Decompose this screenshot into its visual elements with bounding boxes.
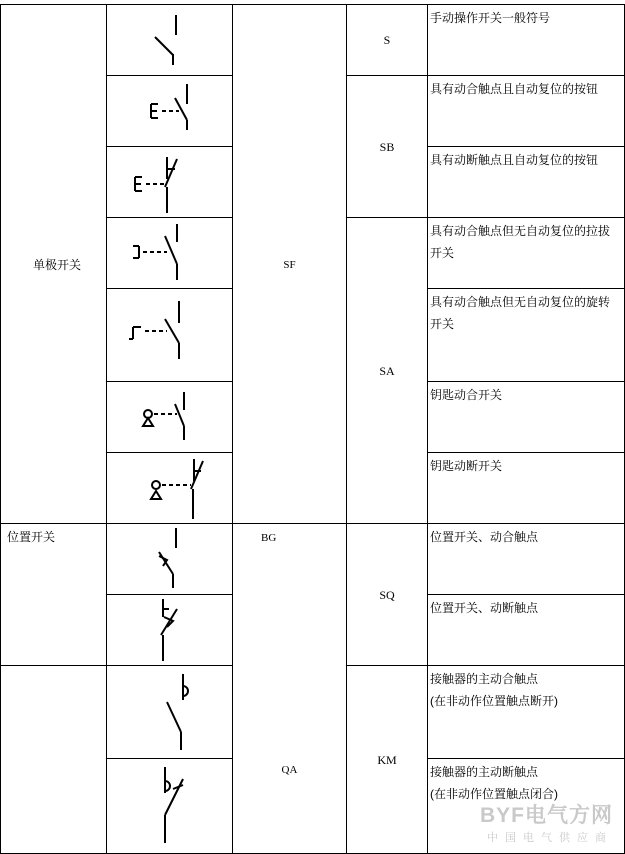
symbol-cell [107,218,233,289]
watermark-brand: BYF电气方网 [480,804,613,827]
category-contactor [1,666,107,854]
symbol-cell [107,595,233,666]
class-label: QA [281,764,298,776]
description-text: 接触器的主动断触点 [430,765,539,779]
code-cell-sb [347,76,428,218]
description-cell [428,453,625,524]
description-text: 具有动断触点且自动复位的按钮 [430,153,599,167]
symbol-table [0,4,625,854]
table-row [1,524,625,595]
description-cell [428,382,625,453]
key-switch-break-icon [107,453,233,523]
symbol-cell [107,759,233,854]
table-row [1,5,625,76]
description-text: 具有动合触点且自动复位的按钮 [430,82,599,96]
description-cell [428,218,625,289]
description-cell [428,5,625,76]
contactor-break-icon [107,759,233,853]
watermark-subtitle: 中国电气供应商 [487,832,613,844]
description-text: 钥匙动断开关 [430,459,503,473]
description-text: 具有动合触点但无自动复位的拉拔开关 [430,224,611,260]
description-cell [428,666,625,759]
category-label: 单极开关 [33,258,82,272]
description-cell [428,289,625,382]
code-label: SA [379,363,395,378]
symbol-cell [107,453,233,524]
symbol-cell [107,666,233,759]
class-cell-bg [233,524,347,854]
description-cell [428,147,625,218]
category-single-pole [1,5,107,524]
code-label: S [383,33,391,47]
class-cell-sf [233,5,347,524]
description-note: (在非动作位置触点断开) [430,694,558,708]
code-cell-sa [347,218,428,524]
symbol-cell [107,76,233,147]
description-cell [428,76,625,147]
description-note: (在非动作位置触点闭合) [430,787,558,801]
code-label: KM [377,752,397,767]
description-text: 具有动合触点但无自动复位的旋转开关 [430,295,611,331]
code-label: SB [379,139,395,154]
class-label: BG [261,532,277,544]
category-label: 位置开关 [7,530,56,544]
contactor-make-icon [107,666,233,758]
symbol-cell [107,382,233,453]
position-switch-make-icon [107,524,233,594]
symbol-cell [107,289,233,382]
description-text: 手动操作开关一般符号 [430,11,551,25]
pushbutton-make-icon [107,76,233,146]
description-text: 位置开关、动合触点 [430,530,539,544]
watermark [480,799,613,845]
description-cell [428,524,625,595]
code-label: SQ [379,587,395,602]
switch-general-icon [107,5,233,75]
symbol-cell [107,524,233,595]
code-cell-sq [347,524,428,666]
description-text: 钥匙动合开关 [430,388,503,402]
pull-switch-make-icon [107,218,233,288]
code-cell-s [347,5,428,76]
class-label: SF [283,258,296,271]
description-text: 接触器的主动合触点 [430,672,539,686]
category-position [1,524,107,666]
key-switch-make-icon [107,382,233,452]
pushbutton-break-icon [107,147,233,217]
description-cell [428,595,625,666]
turn-switch-make-icon [107,289,233,381]
symbol-cell [107,5,233,76]
code-cell-km [347,666,428,854]
description-text: 位置开关、动断触点 [430,601,539,615]
top-rule [133,4,208,5]
symbol-cell [107,147,233,218]
position-switch-break-icon [107,595,233,665]
